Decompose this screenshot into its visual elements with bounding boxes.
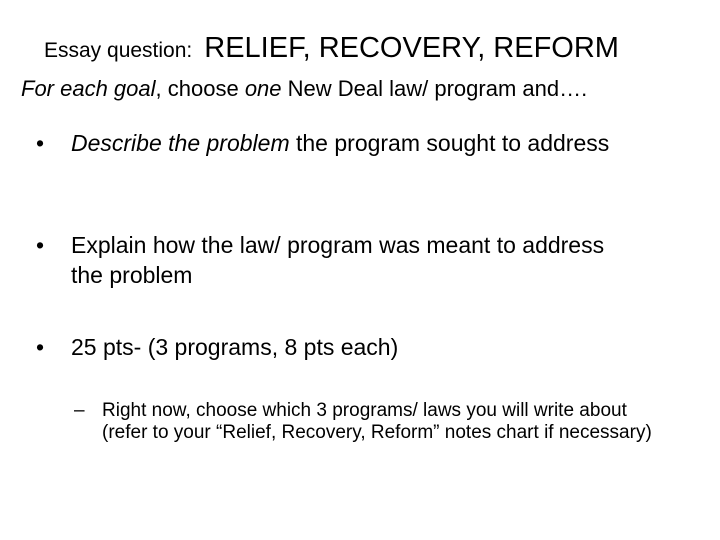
bullet-rest: the program sought to address — [289, 130, 610, 156]
slide-title — [44, 32, 619, 65]
subbullet-marker: – — [74, 400, 85, 421]
bullet-text: Explain how the law/ program was meant to address the problem — [71, 232, 605, 288]
bullet-marker: • — [36, 334, 45, 360]
bullet-describe-problem — [36, 128, 636, 158]
title-prefix: Essay question: — [44, 39, 193, 62]
bullet-emphasis: Describe the problem — [71, 130, 290, 156]
subbullet-choose-programs — [74, 400, 674, 444]
subbullet-text: Right now, choose which 3 programs/ laws you will write about (refer to your “Relief, Recovery, Reform” notes chart if necessary) — [102, 400, 652, 443]
subtitle-text-2: New Deal law/ program and…. — [281, 76, 588, 101]
slide-subtitle — [21, 76, 587, 102]
subtitle-text-1: , choose — [155, 76, 245, 101]
bullet-marker: • — [36, 232, 45, 258]
bullet-text: 25 pts- (3 programs, 8 pts each) — [71, 334, 399, 360]
title-main: RELIEF, RECOVERY, REFORM — [204, 32, 619, 64]
bullet-points — [36, 332, 636, 362]
subtitle-emphasis-one: one — [244, 76, 282, 101]
bullet-marker: • — [36, 130, 45, 156]
bullet-text — [71, 128, 636, 158]
subtitle-emphasis-goal: For each goal — [21, 76, 156, 101]
bullet-explain-law — [36, 230, 636, 290]
